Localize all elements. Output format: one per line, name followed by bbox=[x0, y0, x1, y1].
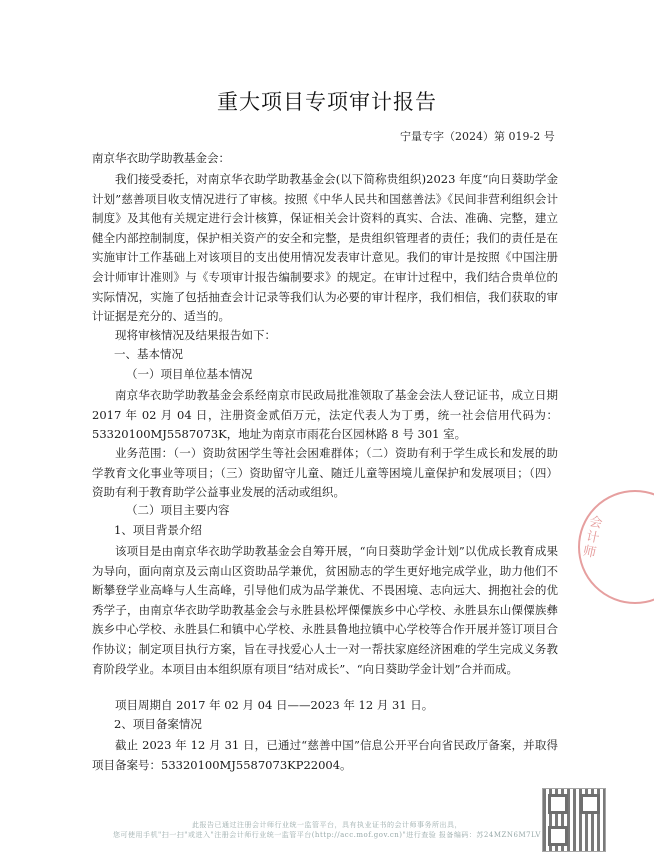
verification-qr-code bbox=[542, 788, 606, 852]
qr-finder-icon bbox=[548, 826, 568, 846]
section-1-heading: 一、基本情况 bbox=[114, 347, 183, 361]
footer-line-1: 此报告已通过注册会计师行业统一监管平台，具有执业证书的会计师事务所出具， bbox=[192, 821, 462, 829]
business-scope-paragraph: 业务范围：（一）资助贫困学生等社会困难群体；（二）资助有利于学生成长和发展的助学教育文化事业等项目；（三）资助留守儿童、随迁儿童等困境儿童保护和发展项目；（四）资助有利于教育助学公益事业发展的活动或组织。 bbox=[92, 446, 558, 500]
item-1-heading: 1、项目背景介绍 bbox=[114, 523, 202, 537]
project-background-paragraph: 该项目是由南京华衣助学助教基金会自筹开展，“向日葵助学金计划”以优成长教育成果为导向，面向南京及云南山区资助品学兼优，贫困励志的学生更好地完成学业，助力他们不断攀登学业高峰与人生高峰，引导他们成为品学兼优、不畏困境、志向远大、拥抱社会的优秀学子，由南京华衣助学助教基金会与永胜县松坪傈僳族乡中心学校、永胜县东山傈僳族彝族乡中心学校、永胜县仁和镇中心学校、永胜县鲁地拉镇中心学校等合作开展并签订项目合作协议；制定项目执行方案，旨在寻找爱心人士一对一帮扶家庭经济困难的学生完成义务教育阶段学业。本项目由本组织原有项目“结对成长”、“向日葵助学金计划”合并而成。 bbox=[92, 544, 558, 676]
qr-finder-icon bbox=[580, 794, 600, 814]
item-2-heading: 2、项目备案情况 bbox=[114, 717, 202, 731]
section-1-2-heading: （二）项目主要内容 bbox=[126, 503, 230, 517]
project-filing-paragraph: 截止 2023 年 12 月 31 日，已通过“慈善中国”信息公开平台向省民政厅备案，并取得项目备案号：53320100MJ5587073KP22004。 bbox=[92, 738, 558, 772]
section-1-1-heading: （一）项目单位基本情况 bbox=[126, 367, 253, 381]
organization-info-paragraph: 南京华衣助学助教基金会系经南京市民政局批准领取了基金会法人登记证书，成立日期 2017 年 02 月 04 日，注册资金贰佰万元，法定代表人为丁勇，统一社会信用代码为：53320100MJ5587073K，地址为南京市雨花台区园林路 8 号 301 室。 bbox=[92, 388, 558, 442]
report-title: 重大项目专项审计报告 bbox=[217, 90, 437, 114]
document-number: 宁量专字（2024）第 019-2 号 bbox=[400, 130, 555, 143]
project-period: 项目周期自 2017 年 02 月 04 日——2023 年 12 月 31 日。 bbox=[115, 698, 434, 712]
intro-summary: 现将审核情况及结果报告如下： bbox=[115, 328, 276, 342]
addressee: 南京华衣助学助教基金会： bbox=[92, 151, 230, 165]
footer-line-2: 您可使用手机"扫一扫"或进入"注册会计师行业统一监管平台(http://acc.mof.gov.cn)"进行查验 报备编码：苏24MZN6M7LV bbox=[113, 831, 541, 839]
qr-finder-icon bbox=[548, 794, 568, 814]
seal-text: 会计师 bbox=[581, 514, 604, 562]
intro-paragraph: 我们接受委托，对南京华衣助学助教基金会(以下简称贵组织)2023 年度“向日葵助学金计划”慈善项目收支情况进行了审核。按照《中华人民共和国慈善法》《民间非营利组织会计制度》及其他有关规定进行会计核算，保证相关会计资料的真实、合法、准确、完整，建立健全内部控制制度，保护相关资产的安全和完整，是贵组织管理者的责任；我们的责任是在实施审计工作基础上对该项目的支出使用情况发表审计意见。我们的审计是按照《中国注册会计师审计准则》与《专项审计报告编制要求》的规定。在审计过程中，我们结合贵单位的实际情况，实施了包括抽查会计记录等我们认为必要的审计程序，我们相信，我们获取的审计证据是充分的、适当的。 bbox=[92, 172, 558, 324]
